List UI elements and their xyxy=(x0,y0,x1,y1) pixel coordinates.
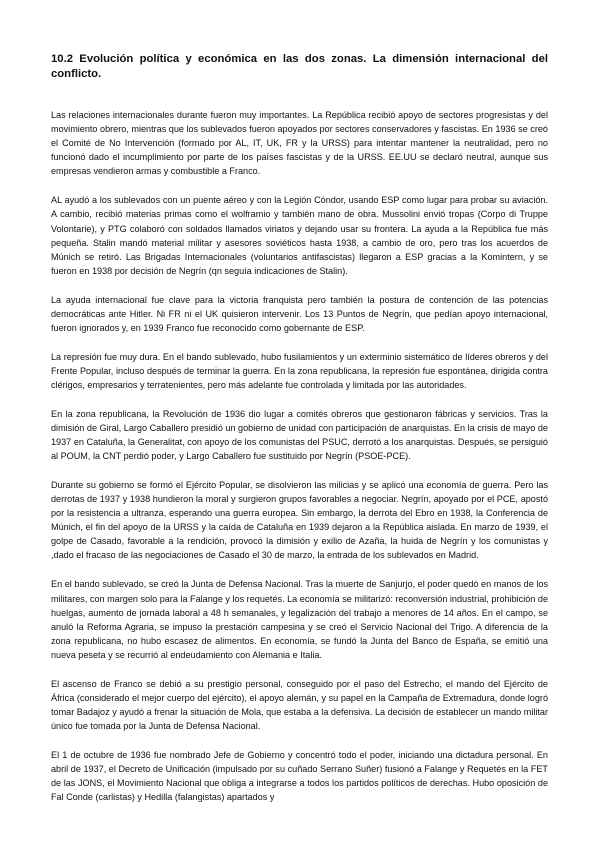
section-title: 10.2 Evolución política y económica en las dos zonas. La dimensión internacional del conflicto. xyxy=(51,53,548,80)
paragraph-nationalist-zone: En el bando sublevado, se creó la Junta de Defensa Nacional. Tras la muerte de Sanjurjo, el poder quedó en manos de los militares, con margen solo para la Falange y los requetés. La economía se militarizó: reconversión industrial, prohibición de huelgas, aumento de jornada laboral a 48 h semanales, y legalización del trabajo a menores de 14 años. En el campo, se anuló la Reforma Agraria, se impuso la prestación campesina y se creó el Servicio Nacional del Trigo. A diferencia de la zona republicana, no hubo escasez de alimentos. En economía, se fundó la Junta del Banco de España, se emitió una nueva peseta y se recurrió al endeudamiento con Alemania e Italia. xyxy=(51,579,548,660)
paragraph-repression: La represión fue muy dura. En el bando sublevado, hubo fusilamientos y un exterminio sistemático de líderes obreros y del Frente Popular, incluso después de terminar la guerra. En la zona republicana, la represión fue espontánea, dirigida contra clérigos, empresarios y terratenientes, pero más adelante fue controlada y limitada por las autoridades. xyxy=(51,351,548,390)
paragraph-franco-dictatorship: El 1 de octubre de 1936 fue nombrado Jefe de Gobierno y concentró todo el poder, iniciando una dictadura personal. En abril de 1937, el Decreto de Unificación (impulsado por su cuñado Serrano Suñer) fusionó a Falange y Requetés en la FET de las JONS, el Movimiento Nacional que obliga a integrarse a todos los partidos políticos de derechas. Hubo oposición de Fal Conde (carlistas) y Hedilla (falangistas) apartados y xyxy=(51,749,548,803)
paragraph-negrin-government: Durante su gobierno se formó el Ejército Popular, se disolvieron las milicias y se aplicó una economía de guerra. Pero las derrotas de 1937 y 1938 hundieron la moral y surgieron grupos favorables a negociar. Negrín, apoyado por el PCE, apostó por la resistencia a ultranza, esperando una guerra europea. Sin embargo, la derrota del Ebro en 1938, la Conferencia de Múnich, el fin del apoyo de la URSS y la caída de Cataluña en 1939 dejaron a la República aislada. En marzo de 1939, el golpe de Casado, favorable a la rendición, provocó la dimisión y exilio de Azaña, la huida de Negrín y los comunistas y ,dado el fracaso de las negociaciones de Casado el 30 de marzo, la entrada de los sublevados en Madrid. xyxy=(51,480,548,561)
paragraph-international-relations: Las relaciones internacionales durante fueron muy importantes. La República recibió apoyo de sectores progresistas y del movimiento obrero, mientras que los sublevados fueron apoyados por sectores conservadores y fascistas. En 1936 se creó el Comité de No Intervención (formado por AL, IT, UK, FR y la URSS) para intentar mantener la neutralidad, pero no funcionó dado el incumplimiento por parte de los países fascistas y de la URSS. EE.UU se declaró neutral, aunque sus empresas vendieron armas y combustible a Franco. xyxy=(51,110,548,177)
paragraph-franco-rise: El ascenso de Franco se debió a su prestigio personal, conseguido por el paso del Estrecho, el mando del Ejército de África (considerado el mejor cuerpo del ejército), el apoyo alemán, y su papel en la Campaña de Extremadura, donde logró tomar Badajoz y ayudó a frenar la situación de Mola, que estaba a la defensiva. La decisión de establecer un mando militar único fue tomada por la Junta de Defensa Nacional. xyxy=(51,678,548,731)
paragraph-international-outcome: La ayuda internacional fue clave para la victoria franquista pero también la postura de contención de las potencias democráticas ante Hitler. Ni FR ni el UK quisieron intervenir. Los 13 Puntos de Negrín, que pedían apoyo internacional, fueron ignorados y, en 1939 Franco fue reconocido como gobernante de ESP. xyxy=(51,294,548,333)
paragraph-republican-revolution: En la zona republicana, la Revolución de 1936 dio lugar a comités obreros que gestionaron fábricas y servicios. Tras la dimisión de Giral, Largo Caballero presidió un gobierno de unidad con participación de anarquistas. En la crisis de mayo de 1937 en Cataluña, la Generalitat, con apoyo de los comunistas del PSUC, derrotó a los anarquistas. Después, se persiguió al POUM, la CNT perdió poder, y Largo Caballero fue sustituido por Negrín (PSOE-PCE). xyxy=(51,408,548,462)
paragraph-foreign-aid: AL ayudó a los sublevados con un puente aéreo y con la Legión Cóndor, usando ESP como lugar para probar su aviación. A cambio, recibió materias primas como el wolframio y también mano de obra. Mussolini envió tropas (Corpo di Truppe Volontarie), y PTG colaboró con soldados llamados viriatos y dejando usar su frontera. La ayuda a la República fue más pequeña. Stalin mandó material militar y asesores soviéticos hasta 1938, a cambio de oro, pero tras los acuerdos de Múnich se retiró. Las Brigadas Internacionales (voluntarios antifascistas) llegaron a ESP gracias a la Komintern, y se fueron en 1938 por decisión de Negrín (qn seguía indicaciones de Stalin). xyxy=(51,195,548,276)
